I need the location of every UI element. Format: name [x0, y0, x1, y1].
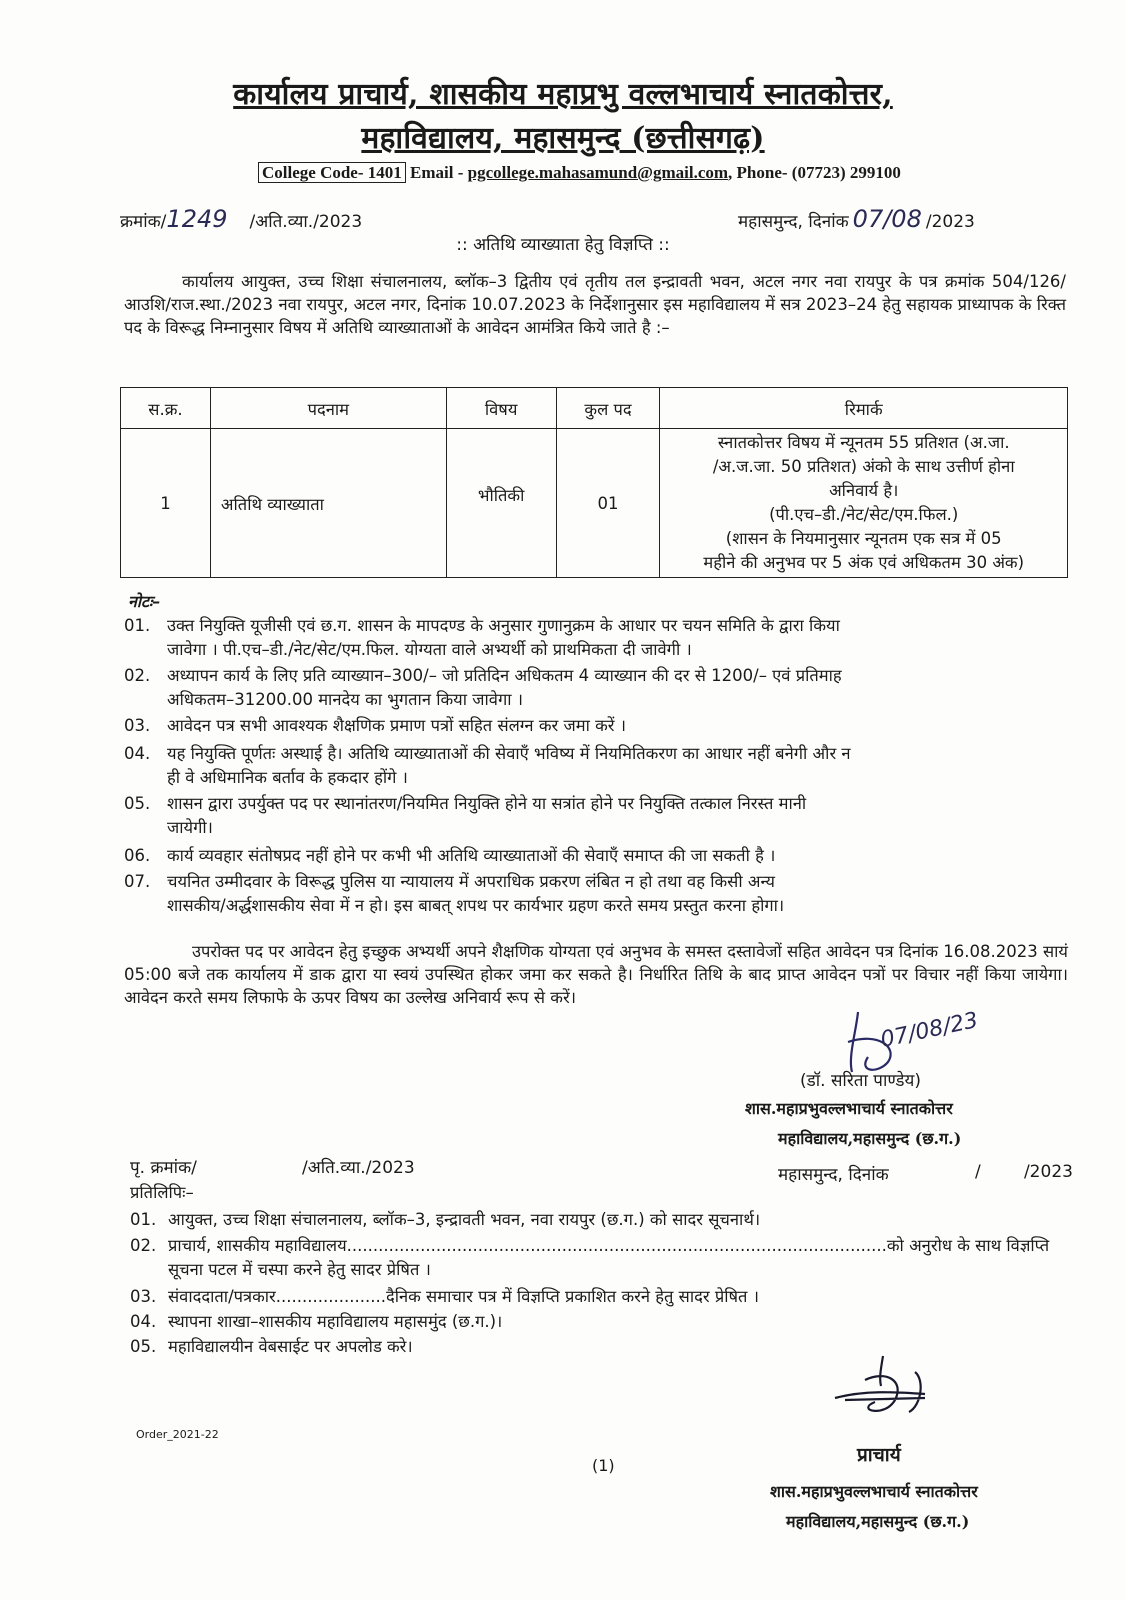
note-item: 04. यह नियुक्ति पूर्णतः अस्थाई है। अतिथि व्याख्याताओं की सेवाएँ भविष्य में नियमितिकरण का आधार नहीं बनेगी और न ही वे अधिमानिक बर्ताव के हकदार होंगे । — [124, 744, 851, 787]
intro-paragraph: कार्यालय आयुक्त, उच्च शिक्षा संचालनालय, ब्लॉक–3 द्वितीय एवं तृतीय तल इन्द्रावती भवन, अटल नगर नवा रायपुर के पत्र क्रमांक 504/126/आउशि/राज.स्था./2023 नवा रायपुर, अटल नगर, दिनांक 10.07.2023 के निर्देशानुसार इस महाविद्यालय में सत्र 2023–24 हेतु सहायक प्राध्यापक के रिक्त पद के विरूद्ध निम्नानुसार विषय में अतिथि व्याख्याताओं के आवेदन आमंत्रित किये जाते है :– — [124, 272, 1066, 337]
office-title-line1: कार्यालय प्राचार्य, शासकीय महाप्रभु वल्लभाचार्य स्नातकोत्तर, — [233, 77, 893, 112]
copy-item: 03. संवाददाता/पत्रकार.....................दैनिक समाचार पत्र में विज्ञप्ति प्रकाशित करने हेतु सादर प्रेषित । — [130, 1287, 759, 1306]
contact-line — [258, 163, 901, 183]
copy-item: 05. महाविद्यालयीन वेबसाईट पर अपलोड करे। — [130, 1337, 413, 1356]
cell-remark: स्नातकोत्तर विषय में न्यूनतम 55 प्रतिशत (अ.जा. /अ.ज.जा. 50 प्रतिशत) अंको के साथ उत्तीर्ण होना अनिवार्य है। (पी.एच–डी./नेट/सेट/एम.फिल.) (शासन के नियमानुसार न्यूनतम एक सत्र में 05 महीने की अनुभव पर 5 अंक एवं अधिकतम 30 अंक) — [660, 429, 1068, 578]
email-address: pgcollege.mahasamund@gmail.com — [467, 163, 729, 182]
copy-reference-number: पृ. क्रमांक/ — [130, 1158, 197, 1178]
footer-stamp-line2: महाविद्यालय,महासमुन्द (छ.ग.) — [786, 1512, 970, 1531]
copy-item: 01. आयुक्त, उच्च शिक्षा संचालनालय, ब्लॉक–3, इन्द्रावती भवन, नवा रायपुर (छ.ग.) को सादर सूचनार्थ। — [130, 1210, 761, 1229]
col-header-remark: रिमार्क — [660, 388, 1068, 429]
signatory-name: (डॉ. सरिता पाण्डेय) — [800, 1071, 922, 1091]
table-row — [121, 429, 1068, 578]
notes-title: नोटः– — [128, 592, 161, 611]
phone: , Phone- (07723) 299100 — [728, 163, 901, 182]
page-number: (1) — [592, 1456, 615, 1475]
copy-place-date: महासमुन्द, दिनांक — [778, 1165, 889, 1185]
cell-sno: 1 — [121, 429, 211, 578]
col-header-count: कुल पद — [556, 388, 660, 429]
order-code: Order_2021-22 — [136, 1428, 219, 1441]
cell-count: 01 — [556, 429, 660, 578]
handwritten-number: 1249 — [166, 205, 228, 233]
handwritten-date: 07/08 — [852, 205, 922, 233]
col-header-subject: विषय — [446, 388, 556, 429]
cell-post: अतिथि व्याख्याता — [210, 429, 446, 578]
col-header-sno: स.क्र. — [121, 388, 211, 429]
closing-paragraph: उपरोक्त पद पर आवेदन हेतु इच्छुक अभ्यर्थी अपने शैक्षणिक योग्यता एवं अनुभव के समस्त दस्तावेजों सहित आवेदन पत्र दिनांक 16.08.2023 सायं 05:00 बजे तक कार्यालय में डाक द्वारा या स्वयं उपस्थित होकर जमा कर सकते है। निर्धारित तिथि के बाद प्राप्त आवेदन पत्रों पर विचार नहीं किया जायेगा। आवेदन करते समय लिफाफे के ऊपर विषय का उल्लेख अनिवार्य रूप से करें। — [124, 942, 1068, 1007]
col-header-post: पदनाम — [210, 388, 446, 429]
note-item: 06. कार्य व्यवहार संतोषप्रद नहीं होने पर कभी भी अतिथि व्याख्याताओं की सेवाएँ समाप्त की जा सकती है । — [124, 846, 776, 865]
copy-item: 04. स्थापना शाखा–शासकीय महाविद्यालय महासमुंद (छ.ग.)। — [130, 1312, 503, 1331]
stamp-line2: महाविद्यालय,महासमुन्द (छ.ग.) — [778, 1129, 962, 1148]
footer-stamp-line1: शास.महाप्रभुवल्लभाचार्य स्नातकोत्तर — [770, 1482, 978, 1501]
note-item: 01. उक्त नियुक्ति यूजीसी एवं छ.ग. शासन के मापदण्ड के अनुसार गुणानुक्रम के आधार पर चयन समिति के द्वारा किया जावेगा । पी.एच–डी./नेट/सेट/एम.फिल. योग्यता वाले अभ्यर्थी को प्राथमिकता दी जावेगी । — [124, 616, 840, 659]
copy-item: 02. प्राचार्य, शासकीय महाविद्यालय.......................................................................................................को अनुरोध के साथ विज्ञप्ति सूचना पटल में चस्पा करने हेतु सादर प्रेषित । — [130, 1236, 1050, 1279]
designation: प्राचार्य — [857, 1444, 901, 1466]
stamp-line1: शास.महाप्रभुवल्लभाचार्य स्नातकोत्तर — [745, 1099, 953, 1118]
college-code: College Code- 1401 — [258, 162, 406, 183]
signature-date: 07/08/23 — [878, 1008, 981, 1053]
table-header-row — [121, 388, 1068, 429]
notice-subject: :: अतिथि व्याख्याता हेतु विज्ञप्ति :: — [456, 235, 670, 255]
vacancy-table — [120, 387, 1068, 578]
principal-signature — [825, 1350, 945, 1430]
cell-subject: भौतिकी — [446, 429, 556, 578]
email-label: Email - — [410, 163, 468, 182]
copy-date-year: / /2023 — [975, 1162, 1073, 1182]
copies-title: प्रतिलिपिः– — [130, 1183, 194, 1202]
copy-reference-suffix: /अति.व्या./2023 — [302, 1158, 415, 1178]
reference-number: क्रमांक/1249 /अति.व्या./2023 — [120, 205, 363, 233]
place-date: महासमुन्द, दिनांक 07/08 /2023 — [738, 205, 975, 233]
note-item: 02. अध्यापन कार्य के लिए प्रति व्याख्यान–300/– जो प्रतिदिन अधिकतम 4 व्याख्यान की दर से 1200/– एवं प्रतिमाह अधिकतम–31200.00 मानदेय का भुगतान किया जावेगा । — [124, 666, 842, 709]
office-title-line2: महाविद्यालय, महासमुन्द (छत्तीसगढ़) — [361, 121, 765, 156]
note-item: 05. शासन द्वारा उपर्युक्त पद पर स्थानांतरण/नियमित नियुक्ति होने या सत्रांत होने पर नियुक्ति तत्काल निरस्त मानी जायेगी। — [124, 794, 807, 837]
note-item: 07. चयनित उम्मीदवार के विरूद्ध पुलिस या न्यायालय में अपराधिक प्रकरण लंबित न हो तथा वह किसी अन्य शासकीय/अर्द्धशासकीय सेवा में न हो। इस बाबत् शपथ पर कार्यभार ग्रहण करते समय प्रस्तुत करना होगा। — [124, 872, 785, 915]
note-item: 03. आवेदन पत्र सभी आवश्यक शैक्षणिक प्रमाण पत्रों सहित संलग्न कर जमा करें । — [124, 716, 627, 735]
